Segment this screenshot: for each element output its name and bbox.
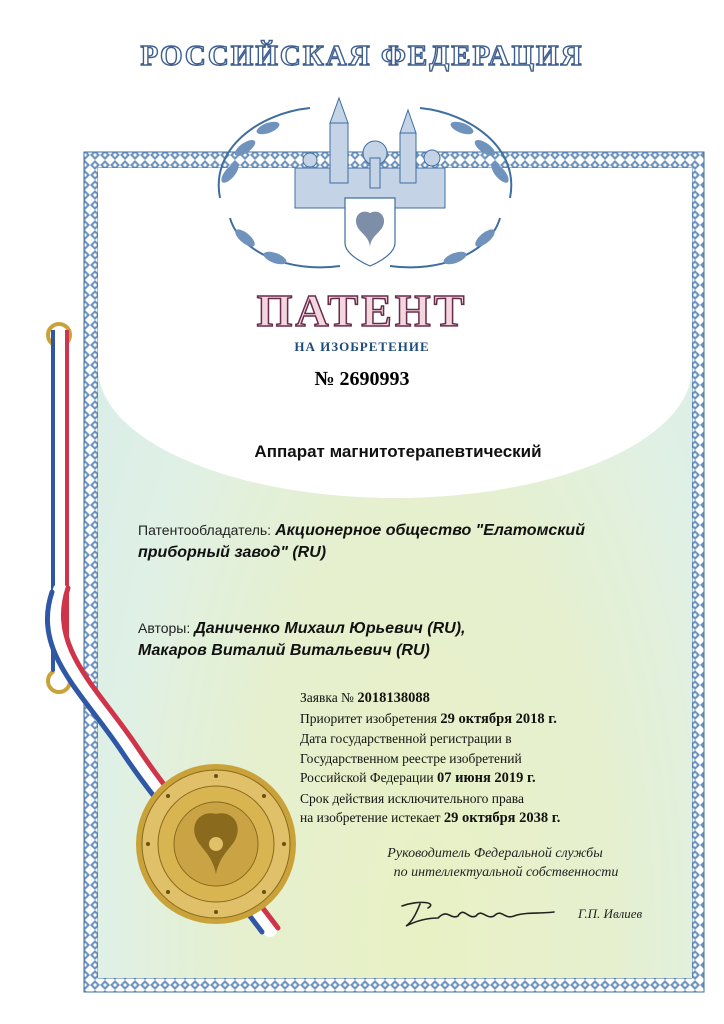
- reg-line-3-text: Российской Федерации: [300, 770, 434, 785]
- application-label: Заявка №: [300, 690, 354, 705]
- authors-label: Авторы:: [138, 620, 191, 636]
- registration-details: [300, 688, 680, 829]
- term-line-2-text: на изобретение истекает: [300, 810, 441, 825]
- holder-name-line2: приборный завод" (RU): [138, 544, 327, 561]
- author-1: Даниченко Михаил Юрьевич (RU),: [194, 620, 466, 637]
- signatory-name: Г.П. Ивлиев: [578, 906, 643, 921]
- priority-line: [300, 709, 680, 730]
- priority-label: Приоритет изобретения: [300, 710, 438, 726]
- expiry-date: 29 октября 2038 г.: [443, 810, 561, 826]
- term-line-1: Срок действия исключительного права: [300, 790, 524, 806]
- patent-subtitle: НА ИЗОБРЕТЕНИЕ: [294, 339, 430, 354]
- registration-date: 07 июня 2019 г.: [437, 770, 536, 786]
- patent-number: № 2690993: [314, 368, 410, 390]
- holder-label: Патентообладатель:: [138, 522, 272, 538]
- signatory-title-1: Руководитель Федеральной службы: [387, 846, 603, 861]
- priority-date: 29 октября 2018 г.: [440, 710, 557, 727]
- reg-line-3: [300, 768, 680, 789]
- kremlin-emblem: [200, 78, 530, 278]
- author-2: Макаров Виталий Витальевич (RU): [138, 642, 430, 659]
- invention-title: Аппарат магнитотерапевтический: [254, 442, 542, 461]
- reg-line-2: Государственном реестре изобретений: [300, 750, 522, 766]
- signatory-title-2: по интеллектуальной собственности: [393, 865, 619, 880]
- application-line: [300, 688, 680, 709]
- patent-heading: ПАТЕНТ: [256, 285, 468, 336]
- holder-name-line1: Акционерное общество "Елатомский: [275, 522, 585, 539]
- application-number: 2018138088: [357, 690, 430, 706]
- official-seal: [134, 762, 298, 926]
- handwritten-signature: [398, 896, 558, 930]
- reg-line-1: Дата государственной регистрации в: [300, 731, 512, 746]
- term-line-2: [300, 808, 680, 829]
- country-title: РОССИЙСКАЯ ФЕДЕРАЦИЯ: [140, 40, 584, 72]
